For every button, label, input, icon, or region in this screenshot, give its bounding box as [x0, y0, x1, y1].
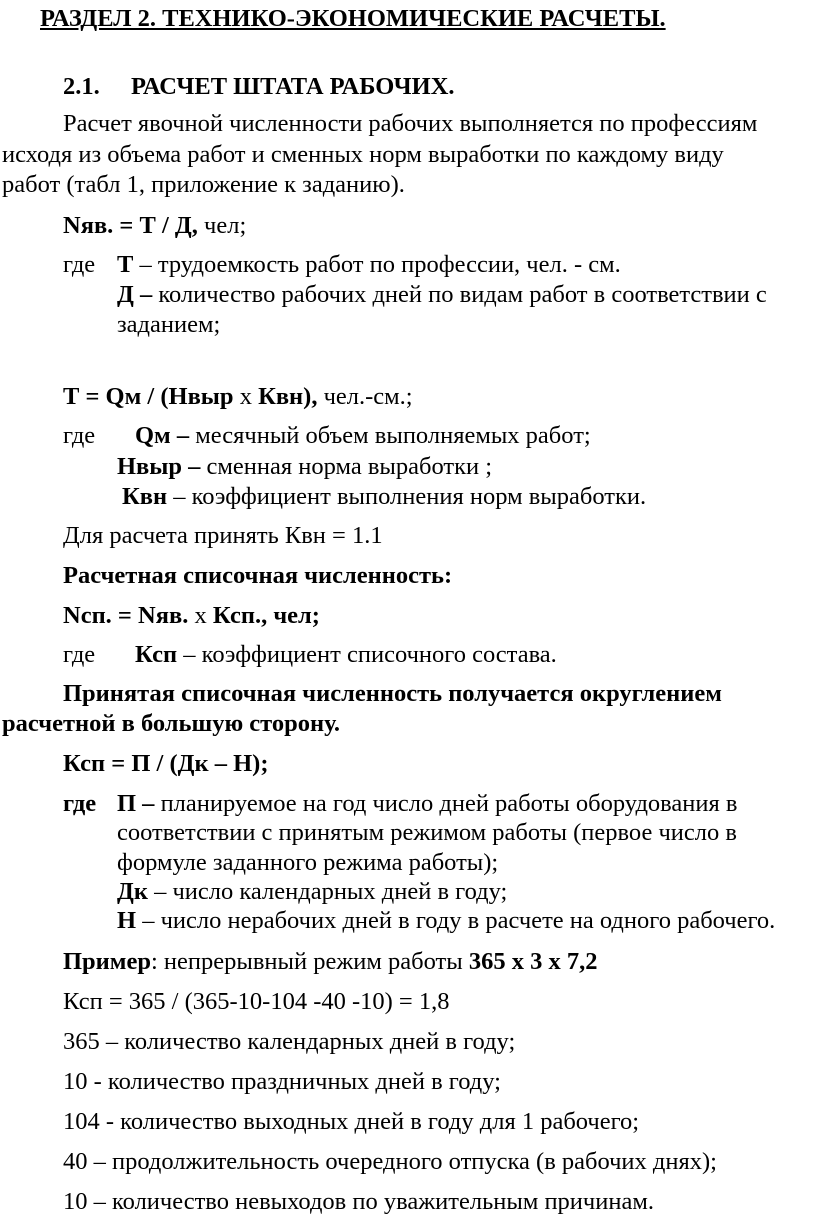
def-d-text: количество рабочих дней по видам работ в соответствии с: [152, 281, 767, 308]
formula-nyav-expr: Nяв. = Т / Д,: [63, 212, 198, 239]
def-kvn: [122, 482, 646, 512]
example-mode: 365 х 3 х 7,2: [468, 948, 598, 975]
def-p-line-2: соответствии с принятым режимом работы (первое число в: [117, 819, 737, 846]
def-p-line-3: формуле заданного режима работы);: [117, 849, 499, 876]
def-p: [117, 789, 738, 819]
formula-nsp: [63, 601, 320, 631]
formula-nyav-unit: чел;: [197, 212, 247, 239]
def-d-continued: заданием;: [117, 311, 221, 338]
def-qm-text: месячный объем выполняемых работ;: [189, 422, 591, 449]
def-n-term: Н: [117, 907, 137, 934]
def-nvyr-text: сменная норма выработки ;: [200, 453, 493, 480]
def-p-text: планируемое на год число дней работы оборудования в: [154, 790, 738, 817]
formula-t-part2: Квн),: [258, 383, 318, 410]
def-kvn-text: – коэффициент выполнения норм выработки.: [167, 483, 647, 510]
formula-ksp: Ксп = П / (Дк – Н);: [63, 750, 269, 777]
subsection-number: 2.1.: [63, 73, 100, 100]
intro-line-3: работ (табл 1, приложение к заданию).: [2, 171, 405, 198]
rounding-note-2: расчетной в большую сторону.: [2, 710, 341, 737]
section-title: РАЗДЕЛ 2. ТЕХНИКО-ЭКОНОМИЧЕСКИЕ РАСЧЕТЫ.: [40, 5, 666, 32]
formula-nsp-times: х: [188, 602, 213, 629]
def-t-term: Т: [117, 251, 134, 278]
example-text: : непрерывный режим работы: [151, 948, 469, 975]
def-kvn-term: Квн: [122, 483, 168, 510]
example-line: 10 - количество праздничных дней в году;: [63, 1068, 501, 1095]
def-dk: [117, 877, 507, 907]
example-line: 104 - количество выходных дней в году для 1 рабочего;: [63, 1108, 640, 1135]
def-ksp-text: – коэффициент списочного состава.: [177, 641, 557, 668]
list-heading: Расчетная списочная численность:: [63, 562, 453, 589]
def-qm-term: Qм –: [135, 422, 190, 449]
where-label: где: [63, 790, 97, 817]
formula-t: [63, 382, 413, 412]
def-n-text: – число нерабочих дней в году в расчете на одного рабочего.: [136, 907, 776, 934]
def-p-term: П –: [117, 790, 155, 817]
example-line: 40 – продолжительность очередного отпуска (в рабочих днях);: [63, 1148, 717, 1175]
subsection-title: РАСЧЕТ ШТАТА РАБОЧИХ.: [131, 73, 455, 100]
where-label: где: [63, 641, 96, 668]
rounding-note-1: Принятая списочная численность получается округлением: [63, 680, 722, 707]
formula-nsp-part1: Nсп. = Nяв.: [63, 602, 189, 629]
def-d-term: Д –: [117, 281, 153, 308]
example-calculation: Ксп = 365 / (365-10-104 -40 -10) = 1,8: [63, 988, 450, 1015]
def-t: [117, 250, 621, 280]
formula-nyav: [63, 211, 246, 241]
def-d: [117, 280, 767, 310]
def-nvyr: [117, 452, 492, 482]
formula-t-times: х: [233, 383, 259, 410]
def-ksp: [135, 640, 557, 670]
def-qm: [135, 421, 591, 451]
where-label: где: [63, 422, 96, 449]
formula-t-unit: чел.-см.;: [317, 383, 413, 410]
def-dk-text: – число календарных дней в году;: [147, 878, 508, 905]
example-line: 365 – количество календарных дней в году;: [63, 1028, 516, 1055]
formula-t-part1: Т = Qм / (Нвыр: [63, 383, 234, 410]
def-n: [117, 906, 775, 936]
kvn-note: Для расчета принять Квн = 1.1: [63, 522, 383, 549]
intro-line-2: исходя из объема работ и сменных норм выработки по каждому виду: [2, 141, 724, 168]
def-ksp-term: Ксп: [135, 641, 178, 668]
where-label: где: [63, 251, 96, 278]
def-t-text: – трудоемкость работ по профессии, чел. - см.: [133, 251, 621, 278]
example-label: Пример: [63, 948, 151, 975]
example-line: 10 – количество невыходов по уважительным причинам.: [63, 1188, 654, 1215]
formula-nsp-part2: Ксп., чел;: [212, 602, 320, 629]
example: [63, 947, 597, 977]
def-nvyr-term: Нвыр –: [117, 453, 201, 480]
intro-line-1: Расчет явочной численности рабочих выполняется по профессиям: [63, 110, 758, 137]
def-dk-term: Дк: [117, 878, 148, 905]
